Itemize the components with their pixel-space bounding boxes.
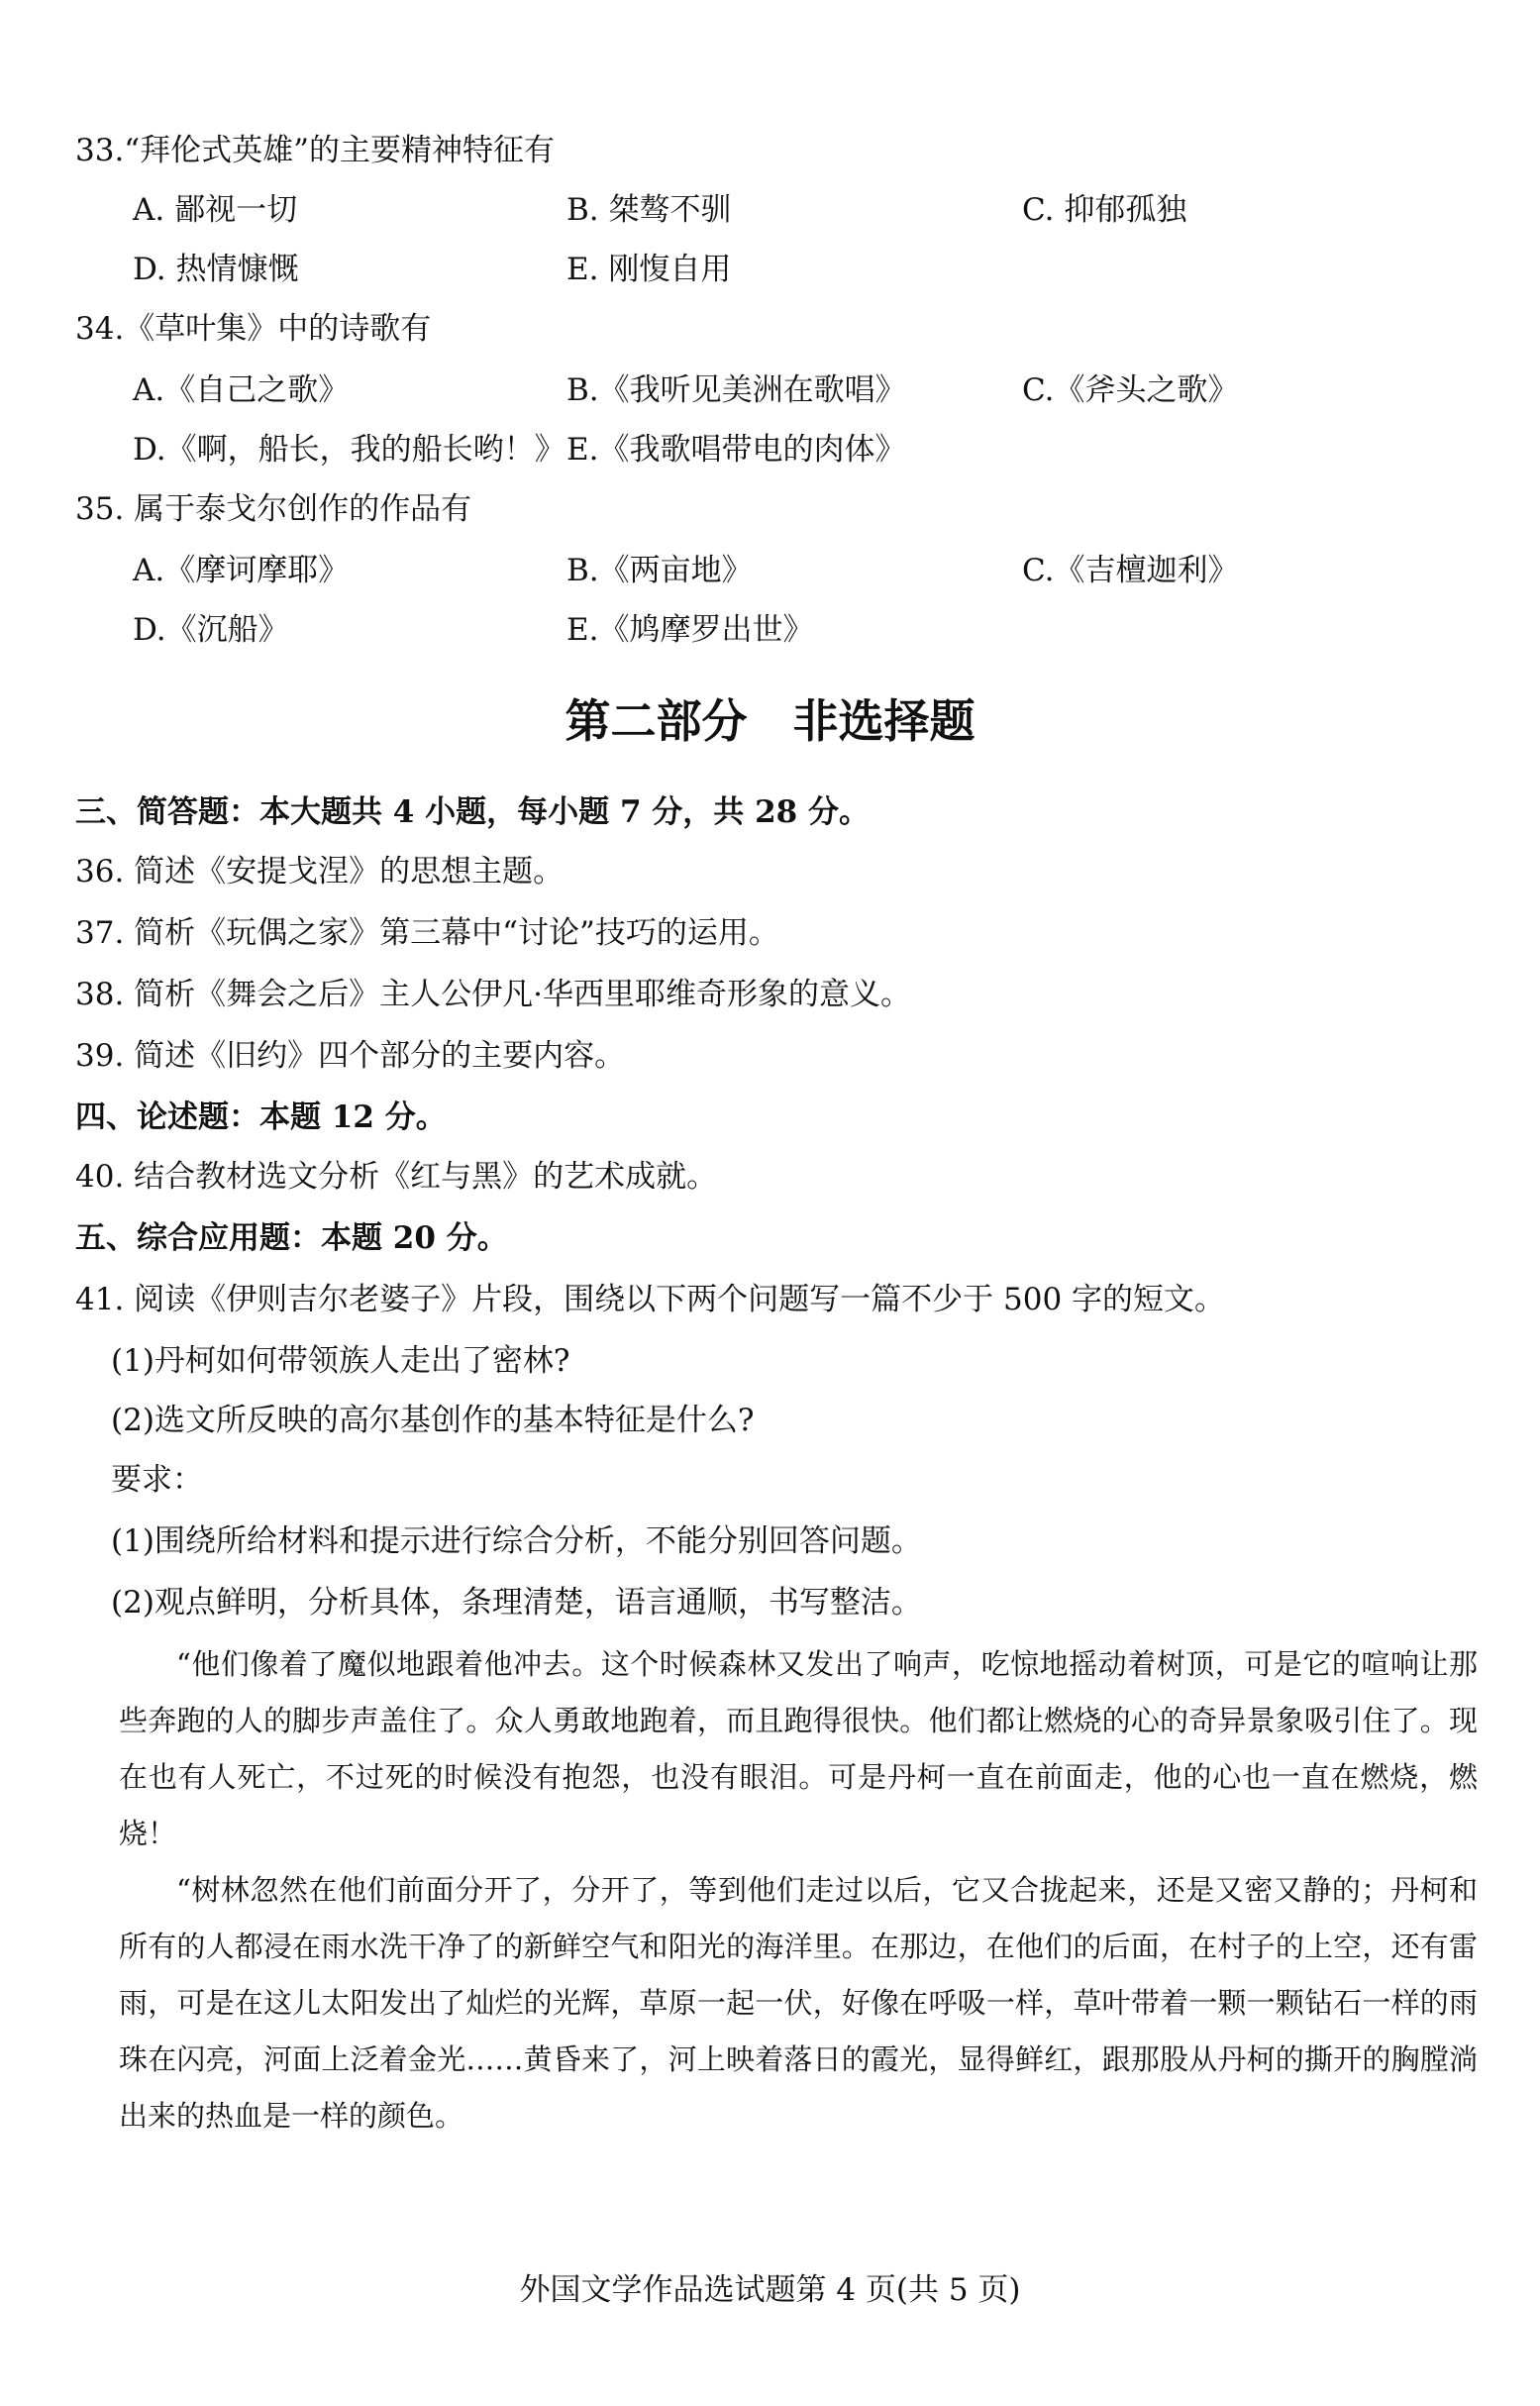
passage-paragraph-1: “他们像着了魔似地跟着他冲去。这个时候森林又发出了响声，吃惊地摇动着树顶，可是它的喧响让那些奔跑的人的脚步声盖住了。众人勇敢地跑着，而且跑得很快。他们都让燃烧的心的奇异景象吸引住了。现在也有人死亡，不过死的时候没有抱怨，也没有眼泪。可是丹柯一直在前面走，他的心也一直在燃烧，燃烧！ [119, 1647, 1478, 1850]
question-41-sub-2: (2)选文所反映的高尔基创作的基本特征是什么? [111, 1403, 755, 1438]
question-33-option-d: D. 热情慷慨 [133, 252, 299, 287]
section-3-heading: 三、简答题：本大题共 4 小题，每小题 7 分，共 28 分。 [75, 794, 871, 830]
part-two-title: 第二部分 非选择题 [565, 694, 975, 748]
passage-paragraph-2: “树林忽然在他们前面分开了，分开了，等到他们走过以后，它又合拢起来，还是又密又静的；丹柯和所有的人都浸在雨水洗干净了的新鲜空气和阳光的海洋里。在那边，在他们的后面，在村子的上空，还有雷雨，可是在这儿太阳发出了灿烂的光辉，草原一起一伏，好像在呼吸一样，草叶带着一颗一颗钻石一样的雨珠在闪亮，河面上泛着金光……黄昏来了，河上映着落日的霞光，显得鲜红，跟那股从丹柯的撕开的胸膛淌出来的热血是一样的颜色。 [119, 1873, 1478, 2133]
question-34-option-d: D.《啊，船长，我的船长哟！》 [133, 432, 565, 468]
question-37: 37. 简析《玩偶之家》第三幕中“讨论”技巧的运用。 [75, 915, 779, 951]
question-35-option-e: E.《鸠摩罗出世》 [566, 612, 814, 648]
question-41-sub-1: (1)丹柯如何带领族人走出了密林? [111, 1343, 570, 1379]
requirement-2: (2)观点鲜明，分析具体，条理清楚，语言通顺，书写整洁。 [111, 1585, 922, 1621]
question-33-option-a: A. 鄙视一切 [133, 192, 298, 228]
question-34-option-a: A.《自己之歌》 [133, 372, 350, 408]
section-5-heading: 五、综合应用题：本题 20 分。 [75, 1220, 508, 1256]
question-33-option-b: B. 桀骜不驯 [566, 192, 732, 228]
question-34-option-e: E.《我歌唱带电的肉体》 [566, 432, 906, 468]
question-33-option-c: C. 抑郁孤独 [1022, 192, 1187, 228]
page-footer: 外国文学作品选试题第 4 页(共 5 页) [519, 2272, 1021, 2308]
question-34-option-b: B.《我听见美洲在歌唱》 [566, 372, 906, 408]
question-38: 38. 简析《舞会之后》主人公伊凡·华西里耶维奇形象的意义。 [75, 977, 912, 1012]
question-39: 39. 简述《旧约》四个部分的主要内容。 [75, 1038, 626, 1074]
question-35-option-d: D.《沉船》 [133, 612, 289, 648]
question-41: 41. 阅读《伊则吉尔老婆子》片段，围绕以下两个问题写一篇不少于 500 字的短文。 [75, 1282, 1226, 1317]
question-35-stem: 35. 属于泰戈尔创作的作品有 [75, 491, 472, 527]
question-34-stem: 34.《草叶集》中的诗歌有 [75, 311, 432, 347]
section-4-heading: 四、论述题：本题 12 分。 [75, 1099, 447, 1135]
question-33-option-e: E. 刚愎自用 [566, 252, 732, 287]
question-35-option-c: C.《吉檀迦利》 [1022, 553, 1239, 588]
requirements-label: 要求： [111, 1462, 203, 1498]
question-40: 40. 结合教材选文分析《红与黑》的艺术成就。 [75, 1159, 718, 1195]
requirement-1: (1)围绕所给材料和提示进行综合分析，不能分别回答问题。 [111, 1523, 922, 1559]
question-36: 36. 简述《安提戈涅》的思想主题。 [75, 854, 565, 889]
question-35-option-a: A.《摩诃摩耶》 [133, 553, 350, 588]
question-34-option-c: C.《斧头之歌》 [1022, 372, 1239, 408]
question-33-stem: 33.“拜伦式英雄”的主要精神特征有 [75, 133, 555, 168]
question-35-option-b: B.《两亩地》 [566, 553, 753, 588]
